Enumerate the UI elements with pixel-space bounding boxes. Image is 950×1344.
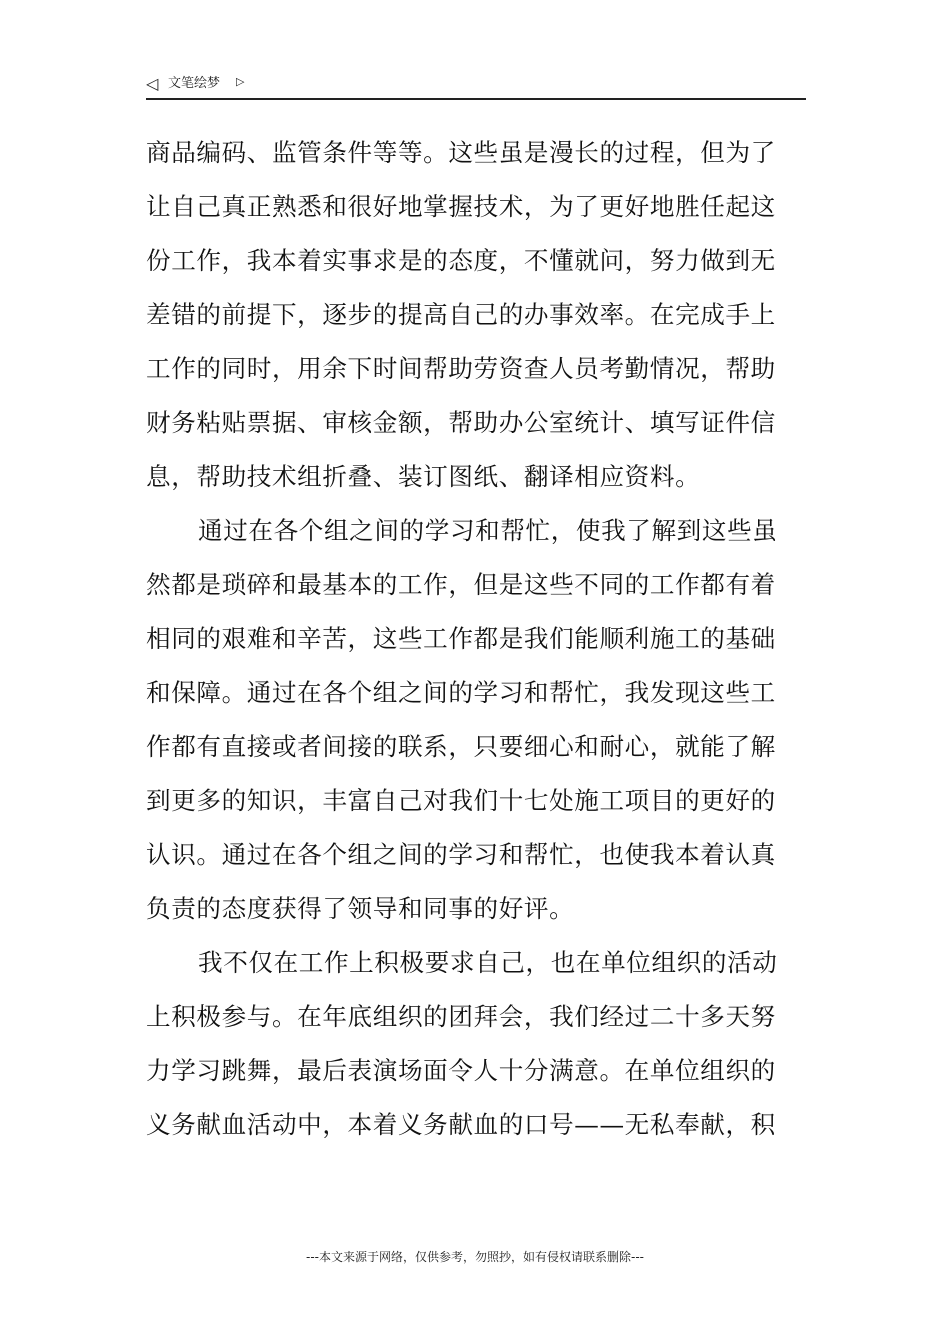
page-header [146, 72, 806, 100]
text-line: 然都是琐碎和最基本的工作，但是这些不同的工作都有着 [146, 570, 776, 599]
text-line: 负责的态度获得了领导和同事的好评。 [146, 894, 575, 923]
text-line: 息，帮助技术组折叠、装订图纸、翻译相应资料。 [146, 462, 701, 491]
text-line: 作都有直接或者间接的联系，只要细心和耐心，就能了解 [146, 732, 776, 761]
text-line: 差错的前提下，逐步的提高自己的办事效率。在完成手上 [146, 300, 776, 329]
text-line: 认识。通过在各个组之间的学习和帮忙，也使我本着认真 [146, 840, 776, 869]
text-line: 和保障。通过在各个组之间的学习和帮忙，我发现这些工 [146, 678, 776, 707]
text-line: 工作的同时，用余下时间帮助劳资查人员考勤情况，帮助 [146, 354, 776, 383]
text-line: 让自己真正熟悉和很好地掌握技术，为了更好地胜任起这 [146, 192, 776, 221]
header-title: 文笔绘梦 [168, 76, 221, 91]
text-line: 财务粘贴票据、审核金额，帮助办公室统计、填写证件信 [146, 408, 776, 437]
triangle-left-icon: ◁ [146, 74, 159, 93]
text-line: 相同的艰难和辛苦，这些工作都是我们能顺利施工的基础 [146, 624, 776, 653]
text-line: 到更多的知识，丰富自己对我们十七处施工项目的更好的 [146, 786, 776, 815]
paragraph-start-line: 通过在各个组之间的学习和帮忙，使我了解到这些虽 [198, 516, 778, 545]
triangle-right-icon: ▷ [236, 75, 245, 88]
text-line: 上积极参与。在年底组织的团拜会，我们经过二十多天努 [146, 1002, 776, 1031]
text-line: 份工作，我本着实事求是的态度，不懂就问，努力做到无 [146, 246, 776, 275]
page-footer: ---本文来源于网络，仅供参考，勿照抄，如有侵权请联系删除--- [306, 1250, 644, 1264]
text-line: 义务献血活动中，本着义务献血的口号——无私奉献，积 [146, 1110, 776, 1139]
text-line: 力学习跳舞，最后表演场面令人十分满意。在单位组织的 [146, 1056, 776, 1085]
paragraph-start-line: 我不仅在工作上积极要求自己，也在单位组织的活动 [198, 948, 778, 977]
text-line: 商品编码、监管条件等等。这些虽是漫长的过程，但为了 [146, 138, 776, 167]
document-body [146, 131, 808, 1157]
